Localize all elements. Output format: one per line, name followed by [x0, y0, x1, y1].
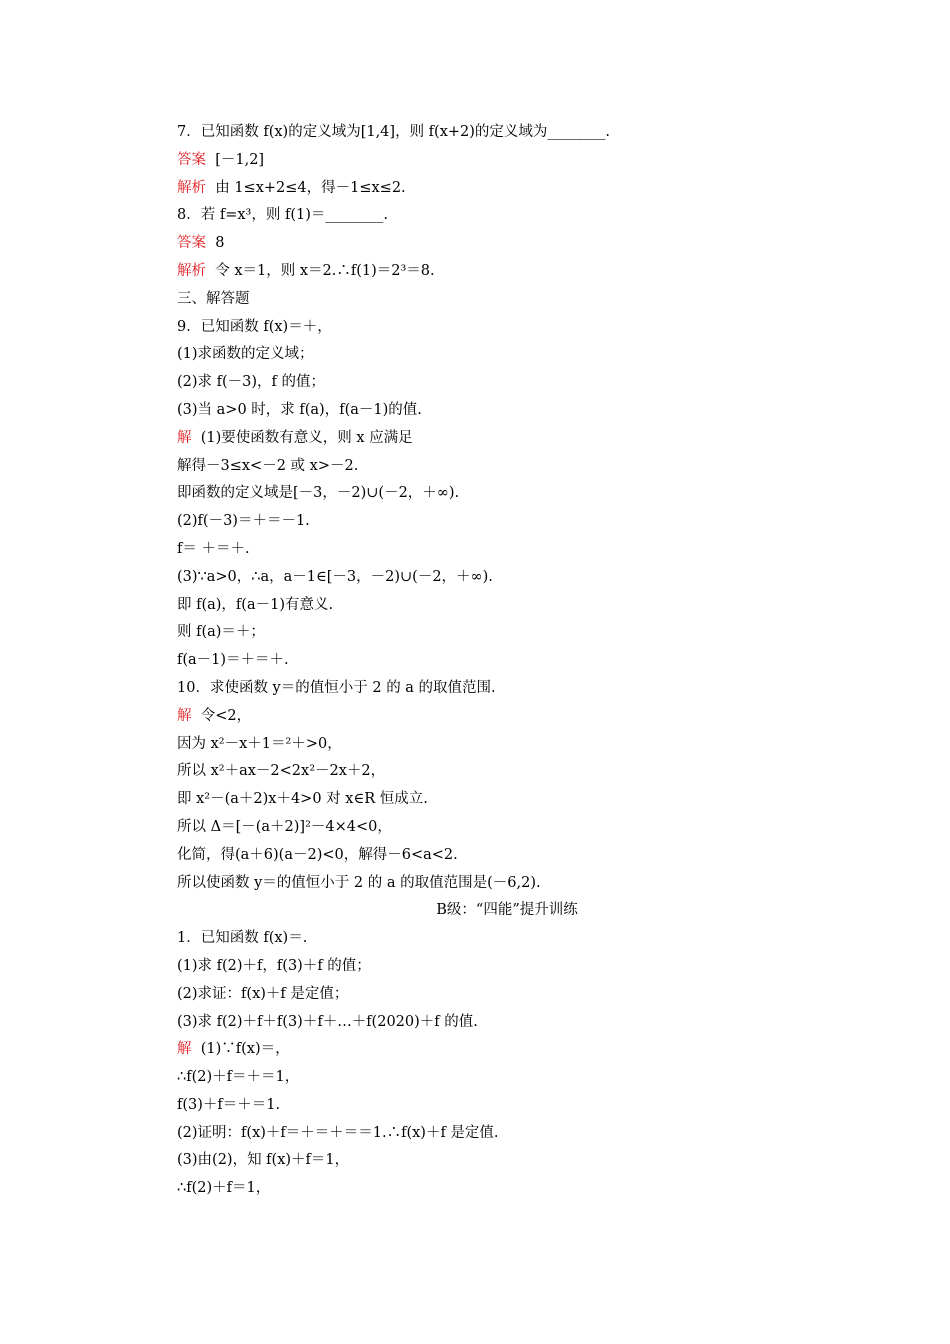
line-text: (3)求 f(2)＋f＋f(3)＋f＋…＋f(2020)＋f 的值. — [177, 1013, 478, 1030]
text-line — [177, 314, 777, 342]
line-text: 解得－3≤x<－2 或 x>－2. — [177, 457, 359, 474]
text-line — [177, 119, 777, 147]
text-line — [177, 592, 777, 620]
line-text: 化简，得(a＋6)(a－2)<0，解得－6<a<2. — [177, 846, 458, 863]
text-line — [177, 230, 777, 258]
line-text: f(a－1)＝＋＝＋. — [177, 652, 289, 669]
line-text: 由 1≤x+2≤4，得－1≤x≤2. — [206, 179, 406, 196]
answer-label: 解析 — [177, 262, 206, 279]
line-text: (3)当 a>0 时，求 f(a)，f(a－1)的值. — [177, 401, 422, 418]
text-line — [177, 953, 777, 981]
text-line — [177, 925, 777, 953]
line-text: 7．已知函数 f(x)的定义域为[1,4]，则 f(x+2)的定义域为________. — [177, 124, 611, 140]
text-line — [177, 703, 777, 731]
answer-label: 解 — [177, 429, 192, 446]
line-text: 所以使函数 y＝的值恒小于 2 的 a 的取值范围是(－6,2). — [177, 874, 541, 891]
text-line — [177, 758, 777, 786]
line-text: (1)求函数的定义域； — [177, 346, 314, 363]
line-text: (2)求证：f(x)＋f 是定值； — [177, 985, 349, 1002]
text-line — [177, 453, 777, 481]
text-line — [177, 258, 777, 286]
text-line — [177, 147, 777, 175]
text-line — [177, 202, 777, 230]
line-text: 即 x²－(a＋2)x＋4>0 对 x∈R 恒成立. — [177, 791, 428, 808]
text-line — [177, 480, 777, 508]
line-text: 令<2， — [191, 707, 252, 724]
answer-label: 解 — [177, 1041, 192, 1058]
line-text: 1．已知函数 f(x)＝. — [177, 930, 308, 947]
line-text: (2)f(－3)＝＋＝－1. — [177, 513, 310, 530]
text-line — [177, 814, 777, 842]
text-line — [177, 508, 777, 536]
line-text: f(3)＋f＝＋＝1. — [177, 1096, 281, 1113]
text-line — [177, 397, 777, 425]
text-line — [177, 1147, 777, 1175]
text-line — [177, 564, 777, 592]
text-line — [177, 1120, 777, 1148]
line-text: 令 x＝1，则 x＝2.∴f(1)＝2³＝8. — [206, 262, 435, 279]
text-line — [177, 897, 777, 925]
line-text: B级：“四能”提升训练 — [436, 902, 578, 919]
line-text: (1)∵f(x)＝， — [191, 1041, 290, 1058]
line-text: 所以 x²＋ax－2<2x²－2x＋2， — [177, 763, 386, 780]
answer-label: 解析 — [177, 179, 206, 196]
line-text: (2)证明：f(x)＋f＝＋＝＋＝＝1.∴f(x)＋f 是定值. — [177, 1124, 499, 1141]
answer-label: 解 — [177, 707, 192, 724]
line-text: 8．若 f=x³，则 f(1)＝________. — [177, 207, 388, 224]
text-line — [177, 369, 777, 397]
document-page — [177, 119, 777, 1203]
line-text: ∴f(2)＋f＝1， — [177, 1180, 271, 1197]
line-text: 因为 x²－x＋1＝²＋>0， — [177, 735, 342, 752]
line-text: 8 — [206, 235, 225, 252]
answer-label: 答案 — [177, 235, 206, 252]
text-line — [177, 175, 777, 203]
line-text: ∴f(2)＋f＝＋＝1， — [177, 1069, 300, 1086]
text-line — [177, 870, 777, 898]
text-line — [177, 341, 777, 369]
line-text: (2)求 f(－3)，f 的值； — [177, 374, 326, 391]
answer-label: 答案 — [177, 151, 206, 168]
line-text: 10．求使函数 y＝的值恒小于 2 的 a 的取值范围. — [177, 679, 496, 696]
text-line — [177, 981, 777, 1009]
line-text: (1)求 f(2)＋f，f(3)＋f 的值； — [177, 957, 371, 974]
line-text: 即函数的定义域是[－3，－2)∪(－2，＋∞). — [177, 485, 460, 502]
line-text: (1)要使函数有意义，则 x 应满足 — [191, 429, 413, 446]
line-text: 三、解答题 — [177, 290, 250, 307]
text-line — [177, 842, 777, 870]
line-text: (3)由(2)，知 f(x)＋f＝1， — [177, 1152, 350, 1169]
line-text: (3)∵a>0，∴a，a－1∈[－3，－2)∪(－2，＋∞). — [177, 568, 493, 585]
text-line — [177, 647, 777, 675]
line-text: 则 f(a)＝＋； — [177, 624, 265, 641]
text-line — [177, 536, 777, 564]
text-line — [177, 1175, 777, 1203]
line-text: 9．已知函数 f(x)＝＋， — [177, 318, 332, 335]
line-text: 即 f(a)，f(a－1)有意义. — [177, 596, 334, 613]
line-text: [－1,2] — [206, 151, 265, 168]
text-line — [177, 1036, 777, 1064]
text-line — [177, 675, 777, 703]
text-line — [177, 731, 777, 759]
line-text: f＝ ＋＝＋. — [177, 540, 250, 557]
text-line — [177, 1092, 777, 1120]
text-line — [177, 1064, 777, 1092]
text-line — [177, 425, 777, 453]
text-line — [177, 786, 777, 814]
line-text: 所以 Δ＝[－(a＋2)]²－4×4<0， — [177, 818, 392, 835]
text-line — [177, 286, 777, 314]
text-line — [177, 1009, 777, 1037]
text-line — [177, 619, 777, 647]
